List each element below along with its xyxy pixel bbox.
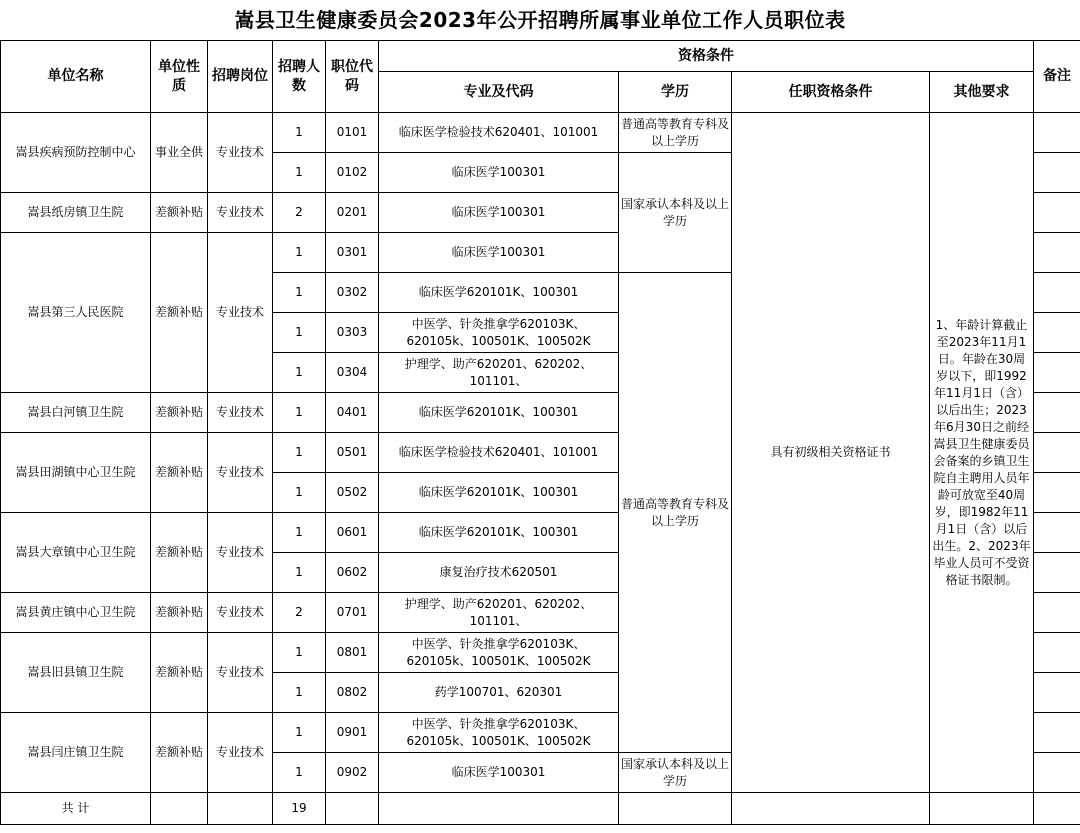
remark-cell: [1034, 273, 1080, 313]
total-empty: [326, 793, 379, 825]
header-post: 招聘岗位: [208, 41, 273, 113]
unit-nature: 差额补贴: [151, 233, 208, 393]
other-requirements: 1、年龄计算截止至2023年11月1日。年龄在30周岁以下，即1992年11月1日（含）以后出生；2023年6月30日之前经嵩县卫生健康委员会备案的乡镇卫生院自主聘用人员年龄可放宽至40周岁，即1982年11月1日（含）以后出生。2、2023年毕业人员可不受资格证书限制。: [930, 113, 1034, 793]
page-title: 嵩县卫生健康委员会2023年公开招聘所属事业单位工作人员职位表: [234, 8, 846, 32]
recruit-count: 1: [273, 673, 326, 713]
post-type: 专业技术: [208, 713, 273, 793]
remark-cell: [1034, 753, 1080, 793]
recruit-count: 1: [273, 553, 326, 593]
position-code: 0502: [326, 473, 379, 513]
major-code: 临床医学620101K、100301: [379, 513, 619, 553]
education-requirement: 国家承认本科及以上学历: [619, 753, 732, 793]
remark-cell: [1034, 473, 1080, 513]
position-code: 0102: [326, 153, 379, 193]
recruit-count: 2: [273, 193, 326, 233]
position-code: 0902: [326, 753, 379, 793]
total-empty: [619, 793, 732, 825]
remark-cell: [1034, 553, 1080, 593]
major-code: 护理学、助产620201、620202、101101、: [379, 593, 619, 633]
position-code: 0801: [326, 633, 379, 673]
major-code: 临床医学检验技术620401、101001: [379, 113, 619, 153]
education-requirement: 普通高等教育专科及以上学历: [619, 273, 732, 753]
certificate-requirement: 具有初级相关资格证书: [732, 113, 930, 793]
major-code: 中医学、针灸推拿学620103K、620105k、100501K、100502K: [379, 313, 619, 353]
total-empty: [208, 793, 273, 825]
major-code: 中医学、针灸推拿学620103K、620105k、100501K、100502K: [379, 633, 619, 673]
header-other: 其他要求: [930, 72, 1034, 113]
header-unit: 单位名称: [1, 41, 151, 113]
total-empty: [732, 793, 930, 825]
recruit-count: 1: [273, 113, 326, 153]
header-nature: 单位性质: [151, 41, 208, 113]
total-row: [1, 793, 1080, 825]
major-code: 中医学、针灸推拿学620103K、620105k、100501K、100502K: [379, 713, 619, 753]
position-code: 0302: [326, 273, 379, 313]
remark-cell: [1034, 513, 1080, 553]
positions-table: [0, 40, 1080, 825]
major-code: 临床医学100301: [379, 193, 619, 233]
recruit-count: 1: [273, 433, 326, 473]
total-empty: [379, 793, 619, 825]
recruit-count: 1: [273, 633, 326, 673]
remark-cell: [1034, 153, 1080, 193]
recruit-count: 1: [273, 513, 326, 553]
position-code: 0304: [326, 353, 379, 393]
recruit-count: 1: [273, 313, 326, 353]
table-row: [1, 113, 1080, 153]
unit-nature: 差额补贴: [151, 393, 208, 433]
total-empty: [151, 793, 208, 825]
remark-cell: [1034, 353, 1080, 393]
unit-name: 嵩县黄庄镇中心卫生院: [1, 593, 151, 633]
position-code: 0401: [326, 393, 379, 433]
header-code: 职位代码: [326, 41, 379, 113]
position-code: 0101: [326, 113, 379, 153]
unit-nature: 差额补贴: [151, 593, 208, 633]
post-type: 专业技术: [208, 633, 273, 713]
post-type: 专业技术: [208, 113, 273, 193]
total-empty: [930, 793, 1034, 825]
total-label: 共 计: [1, 793, 151, 825]
remark-cell: [1034, 633, 1080, 673]
header-major: 专业及代码: [379, 72, 619, 113]
post-type: 专业技术: [208, 233, 273, 393]
recruit-count: 1: [273, 233, 326, 273]
remark-cell: [1034, 433, 1080, 473]
remark-cell: [1034, 593, 1080, 633]
remark-cell: [1034, 313, 1080, 353]
major-code: 临床医学100301: [379, 753, 619, 793]
unit-nature: 差额补贴: [151, 433, 208, 513]
recruit-count: 2: [273, 593, 326, 633]
unit-name: 嵩县闫庄镇卫生院: [1, 713, 151, 793]
header-row-1: [1, 41, 1080, 72]
major-code: 康复治疗技术620501: [379, 553, 619, 593]
recruit-count: 1: [273, 273, 326, 313]
unit-name: 嵩县白河镇卫生院: [1, 393, 151, 433]
unit-nature: 差额补贴: [151, 713, 208, 793]
unit-nature: 差额补贴: [151, 633, 208, 713]
major-code: 临床医学检验技术620401、101001: [379, 433, 619, 473]
position-code: 0602: [326, 553, 379, 593]
recruit-count: 1: [273, 713, 326, 753]
recruit-count: 1: [273, 153, 326, 193]
major-code: 临床医学620101K、100301: [379, 393, 619, 433]
header-education: 学历: [619, 72, 732, 113]
remark-cell: [1034, 113, 1080, 153]
post-type: 专业技术: [208, 513, 273, 593]
position-code: 0301: [326, 233, 379, 273]
post-type: 专业技术: [208, 593, 273, 633]
unit-name: 嵩县疾病预防控制中心: [1, 113, 151, 193]
unit-name: 嵩县旧县镇卫生院: [1, 633, 151, 713]
header-certificate: 任职资格条件: [732, 72, 930, 113]
position-code: 0501: [326, 433, 379, 473]
major-code: 护理学、助产620201、620202、101101、: [379, 353, 619, 393]
position-code: 0303: [326, 313, 379, 353]
unit-nature: 差额补贴: [151, 193, 208, 233]
position-code: 0601: [326, 513, 379, 553]
header-count: 招聘人数: [273, 41, 326, 113]
unit-name: 嵩县大章镇中心卫生院: [1, 513, 151, 593]
major-code: 临床医学100301: [379, 233, 619, 273]
major-code: 临床医学100301: [379, 153, 619, 193]
unit-name: 嵩县纸房镇卫生院: [1, 193, 151, 233]
post-type: 专业技术: [208, 433, 273, 513]
recruit-count: 1: [273, 753, 326, 793]
education-requirement: 普通高等教育专科及以上学历: [619, 113, 732, 153]
total-empty: [1034, 793, 1080, 825]
major-code: 药学100701、620301: [379, 673, 619, 713]
unit-nature: 差额补贴: [151, 513, 208, 593]
remark-cell: [1034, 233, 1080, 273]
education-requirement: 国家承认本科及以上学历: [619, 153, 732, 273]
remark-cell: [1034, 193, 1080, 233]
recruit-count: 1: [273, 353, 326, 393]
remark-cell: [1034, 673, 1080, 713]
unit-name: 嵩县田湖镇中心卫生院: [1, 433, 151, 513]
recruit-count: 1: [273, 393, 326, 433]
header-qualifications: 资格条件: [379, 41, 1034, 72]
recruit-count: 1: [273, 473, 326, 513]
unit-name: 嵩县第三人民医院: [1, 233, 151, 393]
unit-nature: 事业全供: [151, 113, 208, 193]
post-type: 专业技术: [208, 193, 273, 233]
total-count: 19: [273, 793, 326, 825]
major-code: 临床医学620101K、100301: [379, 473, 619, 513]
remark-cell: [1034, 713, 1080, 753]
position-code: 0201: [326, 193, 379, 233]
post-type: 专业技术: [208, 393, 273, 433]
header-remark: 备注: [1034, 41, 1080, 113]
position-code: 0701: [326, 593, 379, 633]
major-code: 临床医学620101K、100301: [379, 273, 619, 313]
position-code: 0901: [326, 713, 379, 753]
remark-cell: [1034, 393, 1080, 433]
position-code: 0802: [326, 673, 379, 713]
